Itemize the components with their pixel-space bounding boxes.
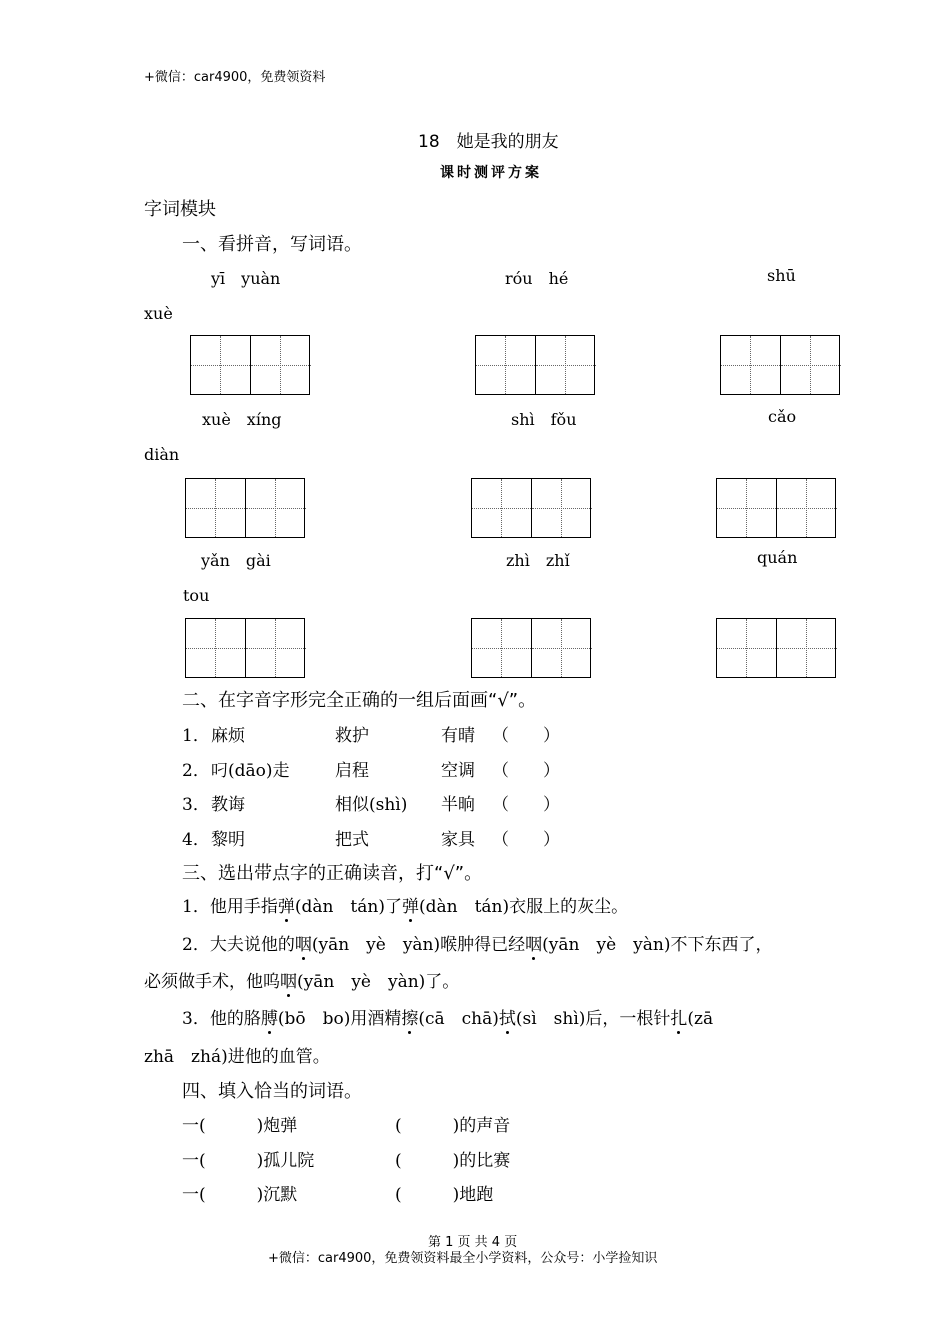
q4-fill-left[interactable]: 一( )孤儿院 bbox=[182, 1151, 315, 1171]
q2-word-a: 叼(dāo)走 bbox=[211, 761, 290, 781]
writing-grid[interactable] bbox=[190, 335, 310, 395]
writing-grid[interactable] bbox=[716, 618, 836, 678]
dotted-char: 咽 bbox=[294, 935, 312, 955]
q4-fill-left[interactable]: 一( )炮弹 bbox=[182, 1116, 298, 1136]
q2-word-c: 半晌 bbox=[441, 795, 475, 815]
pinyin-label: xuè bbox=[144, 304, 173, 323]
pinyin-label: cǎo bbox=[768, 407, 797, 426]
q2-answer-paren[interactable]: （ ） bbox=[492, 830, 560, 850]
pinyin-label: diàn bbox=[144, 445, 180, 464]
dotted-char: 咽 bbox=[280, 972, 297, 992]
q2-word-c: 空调 bbox=[441, 761, 475, 781]
q2-word-b: 相似(shì) bbox=[335, 795, 408, 815]
q4-heading: 四、填入恰当的词语。 bbox=[182, 1081, 362, 1102]
dotted-char: 咽 bbox=[525, 935, 543, 955]
q2-word-a: 教诲 bbox=[211, 795, 245, 815]
footer-ad: +微信：car4900，免费领资料最全小学资料，公众号：小学捡知识 bbox=[268, 1251, 658, 1266]
q2-word-c: 有晴 bbox=[441, 726, 475, 746]
pinyin-label: shū bbox=[767, 266, 796, 285]
q2-answer-paren[interactable]: （ ） bbox=[492, 761, 560, 781]
q2-word-c: 家具 bbox=[441, 830, 475, 850]
q2-heading: 二、在字音字形完全正确的一组后面画“√”。 bbox=[182, 690, 537, 711]
q2-word-a: 麻烦 bbox=[211, 726, 245, 746]
writing-grid[interactable] bbox=[475, 335, 595, 395]
pinyin-label: quán bbox=[757, 548, 798, 567]
q3-sentence-1: 1．他用手指弹(dàn tán)了弹(dàn tán)衣服上的灰尘。 bbox=[182, 897, 629, 917]
page-subtitle: 课时测评方案 bbox=[440, 165, 542, 181]
writing-grid[interactable] bbox=[720, 335, 840, 395]
header-ad: +微信：car4900，免费领资料 bbox=[144, 70, 326, 85]
page-number: 第 1 页 共 4 页 bbox=[428, 1235, 518, 1250]
pinyin-label: xuè xíng bbox=[202, 410, 282, 429]
q2-word-b: 把式 bbox=[335, 830, 369, 850]
q3-sentence-2: 2．大夫说他的咽(yān yè yàn)喉肿得已经咽(yān yè yàn)不下东西了， bbox=[182, 935, 773, 955]
pinyin-label: róu hé bbox=[505, 269, 569, 288]
q4-fill-right[interactable]: ( )的比赛 bbox=[395, 1151, 511, 1171]
dotted-char: 擦 bbox=[401, 1009, 419, 1029]
page-title: 18 她是我的朋友 bbox=[418, 132, 559, 152]
pinyin-label: shì fǒu bbox=[511, 410, 577, 429]
writing-grid[interactable] bbox=[471, 478, 591, 538]
pinyin-label: yī yuàn bbox=[211, 269, 281, 288]
dotted-char: 弹 bbox=[401, 897, 419, 917]
q2-word-b: 启程 bbox=[335, 761, 369, 781]
pinyin-label: tou bbox=[183, 586, 210, 605]
q2-answer-paren[interactable]: （ ） bbox=[492, 795, 560, 815]
writing-grid[interactable] bbox=[716, 478, 836, 538]
q4-fill-left[interactable]: 一( )沉默 bbox=[182, 1185, 298, 1205]
q1-heading: 一、看拼音，写词语。 bbox=[182, 234, 362, 255]
q4-fill-right[interactable]: ( )的声音 bbox=[395, 1116, 511, 1136]
q4-fill-right[interactable]: ( )地跑 bbox=[395, 1185, 494, 1205]
q2-answer-paren[interactable]: （ ） bbox=[492, 726, 560, 746]
q3-sentence-2-cont: 必须做手术，他呜咽(yān yè yàn)了。 bbox=[144, 972, 460, 992]
module-title: 字词模块 bbox=[144, 199, 216, 220]
dotted-char: 膊 bbox=[260, 1009, 278, 1029]
pinyin-label: yǎn gài bbox=[201, 551, 271, 570]
dotted-char: 弹 bbox=[277, 897, 295, 917]
dotted-char: 扎 bbox=[670, 1009, 688, 1029]
q2-item-num: 1． bbox=[182, 726, 210, 746]
q3-heading: 三、选出带点字的正确读音，打“√”。 bbox=[182, 863, 483, 884]
q3-sentence-3-cont: zhā zhá)进他的血管。 bbox=[144, 1047, 330, 1067]
q2-item-num: 4． bbox=[182, 830, 210, 850]
dotted-char: 拭 bbox=[498, 1009, 516, 1029]
writing-grid[interactable] bbox=[185, 618, 305, 678]
q2-item-num: 2． bbox=[182, 761, 210, 781]
q2-word-b: 救护 bbox=[335, 726, 369, 746]
writing-grid[interactable] bbox=[185, 478, 305, 538]
q2-word-a: 黎明 bbox=[211, 830, 245, 850]
writing-grid[interactable] bbox=[471, 618, 591, 678]
q3-sentence-3: 3．他的胳膊(bō bo)用酒精擦(cā chā)拭(sì shì)后，一根针扎(zā bbox=[182, 1009, 714, 1029]
q2-item-num: 3． bbox=[182, 795, 210, 815]
pinyin-label: zhì zhǐ bbox=[506, 551, 570, 570]
